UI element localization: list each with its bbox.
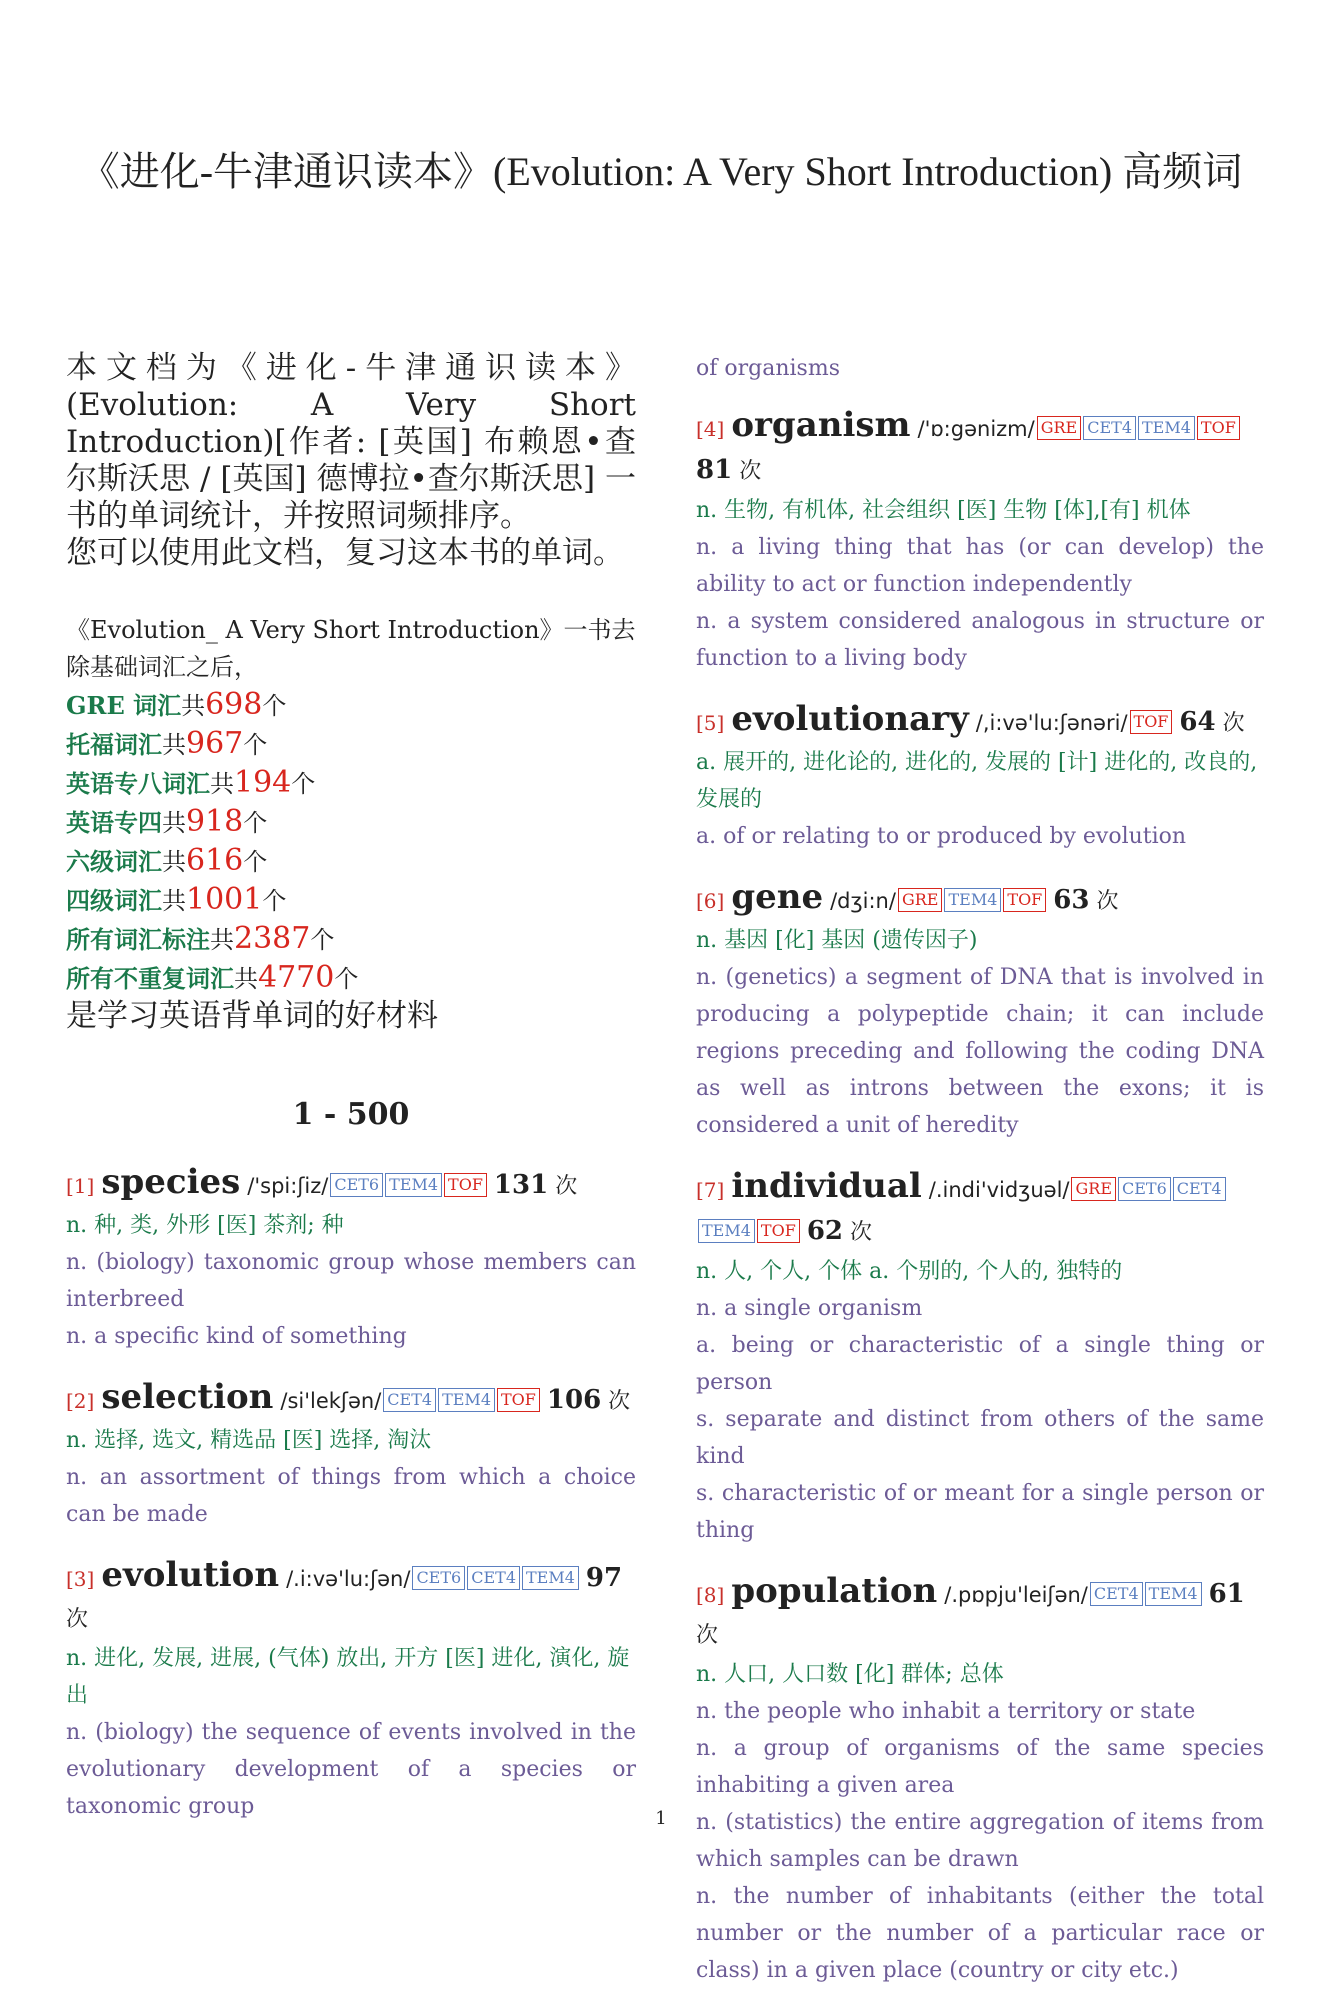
stats-label: 四级词汇 (66, 886, 162, 915)
exam-tag: TEM4 (1138, 416, 1195, 440)
exam-tag: CET4 (1090, 1582, 1143, 1606)
english-definition: n. the number of inhabitants (either the total number or the number of a particular race or class) in a given place (country or city etc.) (696, 1884, 1264, 1983)
chinese-definition: n. 种, 类, 外形 [医] 茶剂; 种 (66, 1213, 344, 1238)
entry-header (66, 1377, 636, 1422)
frequency-unit: 次 (1222, 711, 1245, 736)
entry-header (66, 1162, 636, 1207)
stats-closing: 是学习英语背单词的好材料 (66, 998, 438, 1034)
stats-count: 967 (186, 726, 244, 761)
english-definition: n. a specific kind of something (66, 1324, 407, 1349)
entry-index: [3] (66, 1567, 95, 1591)
exam-tag: CET4 (1083, 416, 1136, 440)
exam-tag: GRE (1037, 416, 1082, 440)
phonetic: /si'lekʃən/ (280, 1389, 382, 1413)
exam-tag: TOF (757, 1219, 800, 1243)
stats-count: 194 (234, 765, 292, 800)
entry-index: [4] (696, 417, 725, 441)
phonetic: /.i:və'lu:ʃən/ (286, 1567, 411, 1591)
english-definition: a. of or relating to or produced by evolution (696, 824, 1187, 849)
frequency-unit: 次 (739, 459, 762, 484)
frequency-unit: 次 (696, 1623, 719, 1648)
frequency-count: 63 (1053, 885, 1090, 915)
headword: evolutionary (731, 699, 969, 739)
intro-paragraph: 本文档为《进化-牛津通识读本》(Evolution: A Very Short Introduction)[作者: [英国] 布赖恩•查尔斯沃思 / [英国] 德博拉•查尔斯沃思] 一书的单词统计，并按照词频排序。 (66, 350, 636, 534)
stats-label: 英语专四 (66, 808, 162, 837)
frequency-count: 61 (1208, 1579, 1245, 1609)
headword: selection (101, 1377, 274, 1417)
english-definition: n. a single organism (696, 1296, 923, 1321)
intro-paragraph: 您可以使用此文档，复习这本书的单词。 (66, 535, 624, 571)
exam-tag: TEM4 (698, 1219, 755, 1243)
range-heading: 1 - 500 (292, 1097, 410, 1132)
stats-label: GRE 词汇 (66, 691, 182, 720)
word-entry (696, 1571, 1264, 1989)
chinese-definition: n. 人口, 人口数 [化] 群体; 总体 (696, 1662, 1004, 1687)
entry-index: [6] (696, 889, 725, 913)
page-number: 1 (655, 1808, 667, 1829)
exam-tag: CET4 (1173, 1177, 1226, 1201)
stats-line (66, 920, 636, 959)
stats-line (66, 881, 636, 920)
stats-count: 918 (186, 804, 244, 839)
stats-count: 4770 (258, 960, 335, 995)
english-definition: n. (statistics) the entire aggregation of items from which samples can be drawn (696, 1810, 1264, 1872)
stats-unit: 个 (310, 926, 335, 954)
document-title: 《进化-牛津通识读本》(Evolution: A Very Short Introduction) 高频词 (79, 149, 1243, 194)
exam-tag: GRE (898, 888, 943, 912)
exam-tag: CET4 (383, 1388, 436, 1412)
stats-line (66, 803, 636, 842)
word-entry (696, 1166, 1264, 1549)
phonetic: /'ɒ:gənizm/ (917, 417, 1035, 441)
carry-over-definition: of organisms (696, 356, 840, 381)
stats-label: 所有不重复词汇 (66, 964, 234, 993)
exam-tag: GRE (1071, 1177, 1116, 1201)
stats-connector: 共 (162, 848, 186, 876)
stats-intro: 《Evolution_ A Very Short Introduction》一书去除基础词汇之后， (66, 616, 636, 681)
entry-header (696, 877, 1264, 922)
headword: evolution (101, 1555, 280, 1595)
stats-unit: 个 (243, 731, 268, 759)
exam-tag: TEM4 (522, 1566, 579, 1590)
stats-line (66, 725, 636, 764)
stats-connector: 共 (162, 809, 186, 837)
exam-tag: TOF (444, 1173, 487, 1197)
entry-header (696, 1571, 1264, 1656)
left-column (66, 350, 636, 1847)
frequency-count: 81 (696, 455, 733, 485)
exam-tag: TOF (1130, 710, 1173, 734)
stats-unit: 个 (243, 809, 268, 837)
english-definition: s. characteristic of or meant for a single person or thing (696, 1481, 1264, 1543)
english-definition: a. being or characteristic of a single thing or person (696, 1333, 1264, 1395)
exam-tag: TOF (497, 1388, 540, 1412)
frequency-unit: 次 (66, 1607, 89, 1632)
exam-tag: TEM4 (438, 1388, 495, 1412)
stats-unit: 个 (243, 848, 268, 876)
frequency-unit: 次 (555, 1174, 578, 1199)
english-definition: s. separate and distinct from others of the same kind (696, 1407, 1264, 1469)
stats-line (66, 842, 636, 881)
word-entry (66, 1162, 636, 1355)
stats-label: 六级词汇 (66, 847, 162, 876)
stats-connector: 共 (210, 770, 234, 798)
frequency-count: 106 (546, 1385, 602, 1415)
right-column (696, 350, 1264, 2011)
stats-count: 1001 (186, 882, 263, 917)
frequency-count: 62 (806, 1216, 843, 1246)
english-definition: n. (biology) taxonomic group whose members can interbreed (66, 1250, 636, 1312)
frequency-count: 97 (585, 1563, 623, 1593)
entry-header (66, 1555, 636, 1640)
stats-count: 2387 (234, 921, 311, 956)
stats-line (66, 764, 636, 803)
entry-index: [5] (696, 711, 725, 735)
stats-label: 所有词汇标注 (66, 925, 210, 954)
exam-tag: TOF (1197, 416, 1240, 440)
english-definition: n. (biology) the sequence of events involved in the evolutionary development of a species or taxonomic group (66, 1720, 636, 1819)
phonetic: /dʒi:n/ (830, 889, 896, 913)
frequency-unit: 次 (1096, 889, 1119, 914)
chinese-definition: a. 展开的, 进化论的, 进化的, 发展的 [计] 进化的, 改良的, 发展的 (696, 750, 1258, 812)
intro (66, 350, 636, 572)
english-definition: n. a living thing that has (or can develop) the ability to act or function independently (696, 535, 1264, 597)
phonetic: /.pɒpju'leiʃən/ (944, 1583, 1088, 1607)
word-entry (66, 1555, 636, 1825)
phonetic: /'spi:ʃiz/ (247, 1174, 329, 1198)
entry-list-left (66, 1162, 636, 1825)
headword: gene (731, 877, 824, 917)
entry-index: [2] (66, 1389, 95, 1413)
stats-label: 托福词汇 (66, 730, 162, 759)
entry-list-right (696, 405, 1264, 1989)
exam-tag: TEM4 (1145, 1582, 1202, 1606)
entry-index: [1] (66, 1174, 95, 1198)
headword: population (731, 1571, 938, 1611)
entry-header (696, 1166, 1264, 1253)
word-entry (696, 877, 1264, 1144)
english-definition: n. (genetics) a segment of DNA that is involved in producing a polypeptide chain; it can include regions preceding and following the coding DNA as well as introns between the exons; it is considered a unit of heredity (696, 965, 1264, 1138)
stats-line (66, 959, 636, 998)
frequency-unit: 次 (850, 1220, 873, 1245)
stats-unit: 个 (291, 770, 316, 798)
stats-count: 698 (205, 687, 263, 722)
exam-tag: CET6 (1118, 1177, 1171, 1201)
stats-connector: 共 (210, 926, 234, 954)
entry-header (696, 405, 1264, 492)
phonetic: /,i:və'lu:ʃənəri/ (975, 711, 1128, 735)
stats-label: 英语专八词汇 (66, 769, 210, 798)
english-definition: n. an assortment of things from which a choice can be made (66, 1465, 636, 1527)
entry-header (696, 699, 1264, 744)
chinese-definition: n. 进化, 发展, 进展, (气体) 放出, 开方 [医] 进化, 演化, 旋出 (66, 1646, 630, 1708)
exam-tag: TEM4 (385, 1173, 442, 1197)
chinese-definition: n. 基因 [化] 基因 (遗传因子) (696, 928, 978, 953)
frequency-unit: 次 (608, 1389, 631, 1414)
headword: species (101, 1162, 241, 1202)
chinese-definition: n. 生物, 有机体, 社会组织 [医] 生物 [体],[有] 机体 (696, 498, 1191, 523)
chinese-definition: n. 选择, 选文, 精选品 [医] 选择, 淘汰 (66, 1428, 432, 1453)
exam-tag: CET6 (330, 1173, 383, 1197)
english-definition: n. the people who inhabit a territory or state (696, 1699, 1196, 1724)
stats-unit: 个 (262, 692, 287, 720)
stats-connector: 共 (162, 731, 186, 759)
stats-connector: 共 (162, 887, 186, 915)
stats-connector: 共 (234, 965, 258, 993)
headword: individual (731, 1166, 922, 1206)
entry-index: [7] (696, 1178, 725, 1202)
stats-line (66, 686, 636, 725)
english-definition: n. a system considered analogous in structure or function to a living body (696, 609, 1264, 671)
exam-tag: TOF (1003, 888, 1046, 912)
word-entry (696, 699, 1264, 855)
stats-count: 616 (186, 843, 244, 878)
vocab-stats (66, 612, 636, 1035)
entry-index: [8] (696, 1583, 725, 1607)
word-entry (696, 405, 1264, 677)
stats-unit: 个 (262, 887, 287, 915)
exam-tag: CET4 (467, 1566, 520, 1590)
exam-tag: TEM4 (944, 888, 1001, 912)
word-entry (66, 1377, 636, 1533)
headword: organism (731, 405, 911, 445)
english-definition: n. a group of organisms of the same species inhabiting a given area (696, 1736, 1264, 1798)
chinese-definition: n. 人, 个人, 个体 a. 个别的, 个人的, 独特的 (696, 1259, 1123, 1284)
phonetic: /.indi'vidʒuəl/ (928, 1178, 1070, 1202)
stats-list (66, 686, 636, 998)
stats-unit: 个 (334, 965, 359, 993)
frequency-count: 64 (1179, 707, 1216, 737)
stats-connector: 共 (181, 692, 206, 720)
frequency-count: 131 (493, 1170, 549, 1200)
exam-tag: CET6 (412, 1566, 465, 1590)
